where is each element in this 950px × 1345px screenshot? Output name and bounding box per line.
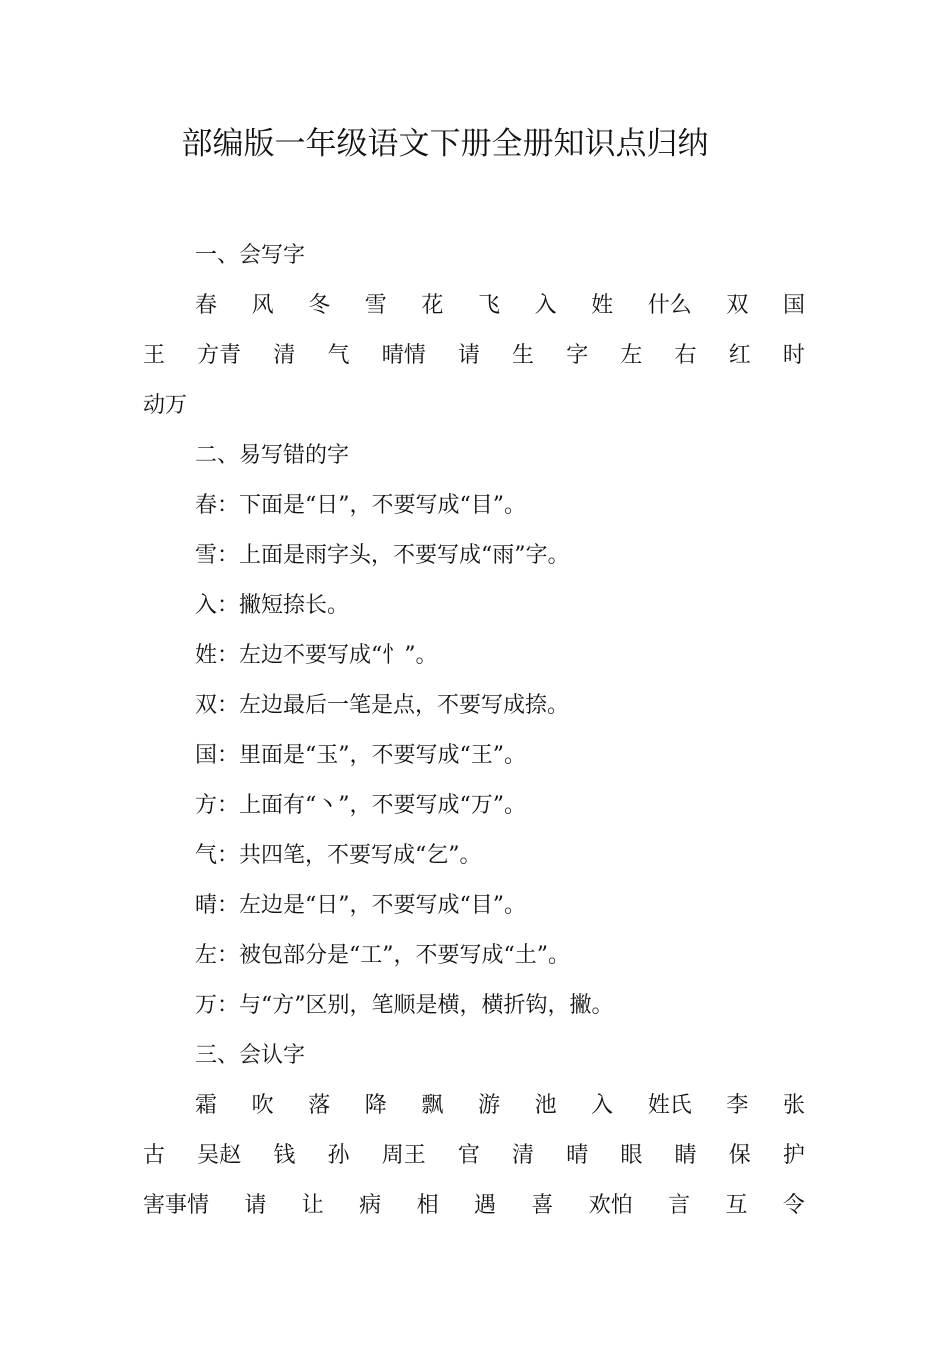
error-char-note: 春：下面是“日”，不要写成“目”。 (195, 493, 526, 518)
error-char-note: 雪：上面是雨字头，不要写成“雨”字。 (195, 543, 570, 568)
char-item: 冬 (308, 293, 331, 318)
char-item: 飘 (421, 1093, 444, 1118)
char-item: 红 (728, 343, 751, 368)
char-item: 钱 (273, 1143, 296, 1168)
recognize-chars-row-2 (143, 1140, 805, 1172)
char-item: 风 (251, 293, 274, 318)
char-item: 眼 (620, 1143, 643, 1168)
char-item: 落 (308, 1093, 331, 1118)
char-item: 护 (782, 1143, 805, 1168)
char-item: 张 (782, 1093, 805, 1118)
error-char-note: 国：里面是“玉”，不要写成“王”。 (195, 743, 526, 768)
section-heading-write-chars: 一、会写字 (195, 243, 306, 268)
section-heading-recognize-chars: 三、会认字 (195, 1043, 306, 1068)
error-char-note: 晴：左边是“日”，不要写成“目”。 (195, 893, 526, 918)
recognize-chars-row-1 (143, 1090, 805, 1122)
char-item: 入 (534, 293, 557, 318)
char-item: 欢怕 (588, 1193, 633, 1218)
char-item: 入 (591, 1093, 614, 1118)
char-item: 降 (364, 1093, 387, 1118)
char-item: 喜 (531, 1193, 554, 1218)
char-item: 国 (782, 293, 805, 318)
char-item: 时 (782, 343, 805, 368)
char-item: 方青 (197, 343, 242, 368)
char-item: 池 (534, 1093, 557, 1118)
char-item: 吴赵 (197, 1143, 242, 1168)
char-item: 左 (620, 343, 643, 368)
char-item: 清 (273, 343, 296, 368)
char-item: 吹 (251, 1093, 274, 1118)
error-char-note: 气：共四笔，不要写成“乞”。 (195, 843, 482, 868)
char-item: 动万 (143, 393, 188, 418)
error-char-note: 姓：左边不要写成“忄”。 (195, 643, 438, 668)
char-item: 请 (457, 343, 480, 368)
write-chars-row-3 (143, 390, 805, 422)
char-item: 字 (566, 343, 589, 368)
char-item: 周王 (381, 1143, 426, 1168)
page-title: 部编版一年级语文下册全册知识点归纳 (181, 126, 709, 162)
char-item: 病 (359, 1193, 382, 1218)
char-item: 保 (728, 1143, 751, 1168)
char-item: 双 (726, 293, 749, 318)
error-char-note: 双：左边最后一笔是点，不要写成捺。 (195, 693, 570, 718)
char-item: 官 (457, 1143, 480, 1168)
char-item: 晴 (566, 1143, 589, 1168)
char-item: 睛 (674, 1143, 697, 1168)
char-item: 令 (782, 1193, 805, 1218)
char-item: 晴情 (381, 343, 426, 368)
error-char-note: 入：撇短捺长。 (195, 593, 350, 618)
char-item: 雪 (364, 293, 387, 318)
error-char-note: 万：与“方”区别，笔顺是横，横折钩，撇。 (195, 993, 614, 1018)
char-item: 姓氏 (647, 1093, 692, 1118)
char-item: 互 (725, 1193, 748, 1218)
char-item: 请 (244, 1193, 267, 1218)
recognize-chars-row-3 (143, 1190, 805, 1222)
write-chars-row-1 (143, 290, 805, 322)
char-item: 什么 (647, 293, 692, 318)
error-char-note: 左：被包部分是“工”，不要写成“土”。 (195, 943, 570, 968)
char-item: 言 (668, 1193, 691, 1218)
error-char-note: 方：上面有“丶”，不要写成“万”。 (195, 793, 526, 818)
char-item: 王 (143, 343, 166, 368)
write-chars-row-2 (143, 340, 805, 372)
section-heading-error-chars: 二、易写错的字 (195, 443, 350, 468)
char-item: 害事情 (143, 1193, 210, 1218)
char-item: 飞 (477, 293, 500, 318)
char-item: 孙 (327, 1143, 350, 1168)
char-item: 春 (195, 293, 218, 318)
char-item: 姓 (591, 293, 614, 318)
char-item: 花 (421, 293, 444, 318)
char-item: 让 (301, 1193, 324, 1218)
char-item: 气 (327, 343, 350, 368)
char-item: 清 (512, 1143, 535, 1168)
char-item: 李 (726, 1093, 749, 1118)
char-item: 游 (477, 1093, 500, 1118)
char-item: 右 (674, 343, 697, 368)
char-item: 相 (416, 1193, 439, 1218)
char-item: 遇 (473, 1193, 496, 1218)
char-item: 古 (143, 1143, 166, 1168)
char-item: 霜 (195, 1093, 218, 1118)
char-item: 生 (512, 343, 535, 368)
